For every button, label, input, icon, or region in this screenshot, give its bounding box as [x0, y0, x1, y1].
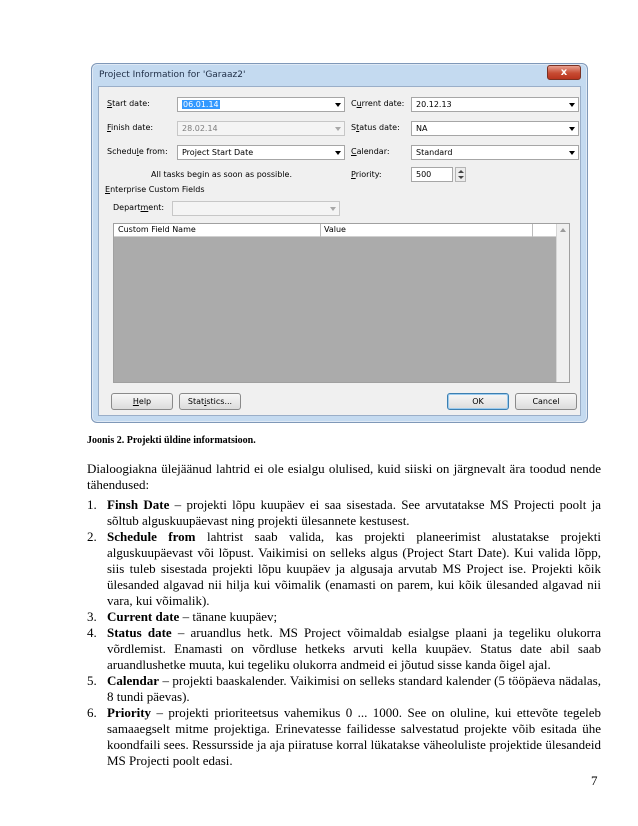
chevron-down-icon: [569, 127, 575, 131]
list-item-number: 1.: [87, 497, 97, 512]
list-item-text: – projekti lõpu kuupäev ei saa sisestada. See arvutatakse MS Projecti poolt ja sõltub alguskuupäevast ning projekti ülesannete kestusest.: [107, 497, 601, 528]
list-item-term: Calendar: [107, 673, 159, 688]
schedule-from-label: Schedule from:: [107, 147, 168, 156]
list-item-number: 4.: [87, 625, 97, 640]
status-date-value: NA: [416, 124, 428, 133]
chevron-down-icon: [330, 207, 336, 211]
cancel-button[interactable]: Cancel: [515, 393, 577, 410]
schedule-note: All tasks begin as soon as possible.: [151, 170, 293, 179]
start-date-label: Start date:: [107, 99, 150, 108]
list-item-term: Priority: [107, 705, 152, 720]
intro-paragraph: Dialoogiakna ülejäänud lahtrid ei ole esialgu olulised, kuid siiski on järgnevalt ära toodud nende tähendused:: [87, 461, 601, 492]
spin-up-icon[interactable]: [458, 170, 464, 173]
definitions-list: [87, 497, 601, 769]
figure-caption: Joonis 2. Projekti üldine informatsioon.: [87, 435, 256, 446]
list-item: [87, 673, 601, 705]
list-item: [87, 497, 601, 529]
list-item-text: – tänane kuupäev;: [179, 609, 278, 624]
statistics-button[interactable]: Statistics...: [179, 393, 241, 410]
finish-date-label: Finish date:: [107, 123, 154, 132]
list-item-term: Schedule from: [107, 529, 196, 544]
dialog-title: Project Information for 'Garaaz2': [99, 70, 246, 80]
chevron-down-icon: [335, 103, 341, 107]
grid-header: [114, 224, 557, 237]
page-number: 7: [591, 773, 598, 788]
department-select: [172, 201, 340, 216]
status-date-picker[interactable]: [411, 121, 579, 136]
current-date-label: Current date:: [351, 99, 405, 108]
list-item-number: 2.: [87, 529, 97, 544]
list-item: [87, 705, 601, 769]
enterprise-fields-heading: Enterprise Custom Fields: [105, 185, 205, 194]
priority-label: Priority:: [351, 170, 382, 179]
list-item: [87, 625, 601, 673]
start-date-picker[interactable]: [177, 97, 345, 112]
chevron-down-icon: [335, 127, 341, 131]
chevron-down-icon: [569, 151, 575, 155]
column-header-value[interactable]: Value: [324, 225, 346, 234]
current-date-value: 20.12.13: [416, 100, 452, 109]
list-item-text: lahtrist saab valida, kas projekti planeerimist alustatakse projekti alguskuupäevast või lõpust. Vaikimisi on selleks algus (Project Start Date). Kui valida lõpp, siis tuleb sisestada projekti lõpu kuupäev ja algusaja arvutab MS Project ise. Projekti kõik ülesanded algavad nii hilja kui võimalik (enamasti on parem, kui kõik ülesanded algavad nii vara, kui võimalik).: [107, 529, 601, 608]
project-information-dialog: [91, 63, 588, 423]
list-item-term: Finsh Date: [107, 497, 170, 512]
list-item-term: Current date: [107, 609, 180, 624]
custom-fields-grid[interactable]: [113, 223, 570, 383]
chevron-down-icon: [569, 103, 575, 107]
finish-date-picker: [177, 121, 345, 136]
list-item-term: Status date: [107, 625, 172, 640]
calendar-select[interactable]: [411, 145, 579, 160]
status-date-label: Status date:: [351, 123, 400, 132]
list-item-text: – aruandlus hetk. MS Project võimaldab esialgse plaani ja tegeliku olukorra võrdlemist. Enamasti on võrdluse hetkeks arvuti kella kuupäev. Status date abil saab aruandlushetke muuta, kui tegeliku olukorra andmeid ei jõutud sisse kanda õigel ajal.: [107, 625, 601, 672]
column-header-custom-field-name[interactable]: Custom Field Name: [118, 225, 196, 234]
list-item-text: – projekti prioriteetsus vahemikus 0 ... 1000. See on oluline, kui ettevõte tegeleb samaaegselt mitme projektiga. Erinevatesse failidesse salvestatud projekte võib esitada ühe koondfaili sees. Ressursside ja aja piiratuse korral lükatakse väheoluliste projektide ülesandeid MS Projecti poolt edasi.: [107, 705, 601, 768]
list-item-number: 5.: [87, 673, 97, 688]
close-button[interactable]: x: [547, 65, 581, 80]
schedule-from-value: Project Start Date: [182, 148, 254, 157]
chevron-down-icon: [335, 151, 341, 155]
schedule-from-select[interactable]: [177, 145, 345, 160]
start-date-value: 06.01.14: [183, 100, 219, 109]
column-divider: [532, 224, 533, 237]
spin-down-icon[interactable]: [458, 176, 464, 179]
current-date-picker[interactable]: [411, 97, 579, 112]
priority-stepper[interactable]: [455, 167, 466, 182]
finish-date-value: 28.02.14: [182, 124, 218, 133]
list-item-text: – projekti baaskalender. Vaikimisi on selleks standard kalender (5 tööpäeva nädalas, 8 tundi päevas).: [107, 673, 601, 704]
calendar-label: Calendar:: [351, 147, 390, 156]
ok-button[interactable]: OK: [447, 393, 509, 410]
list-item: [87, 529, 601, 609]
help-button[interactable]: Help: [111, 393, 173, 410]
calendar-value: Standard: [416, 148, 453, 157]
list-item-number: 6.: [87, 705, 97, 720]
grid-scrollbar[interactable]: [556, 224, 569, 382]
list-item-number: 3.: [87, 609, 97, 624]
scroll-up-icon[interactable]: [560, 228, 566, 232]
dialog-client-area: [98, 86, 581, 416]
column-divider: [320, 224, 321, 237]
priority-input[interactable]: 500: [411, 167, 453, 182]
department-label: Department:: [113, 203, 165, 212]
list-item: [87, 609, 601, 625]
